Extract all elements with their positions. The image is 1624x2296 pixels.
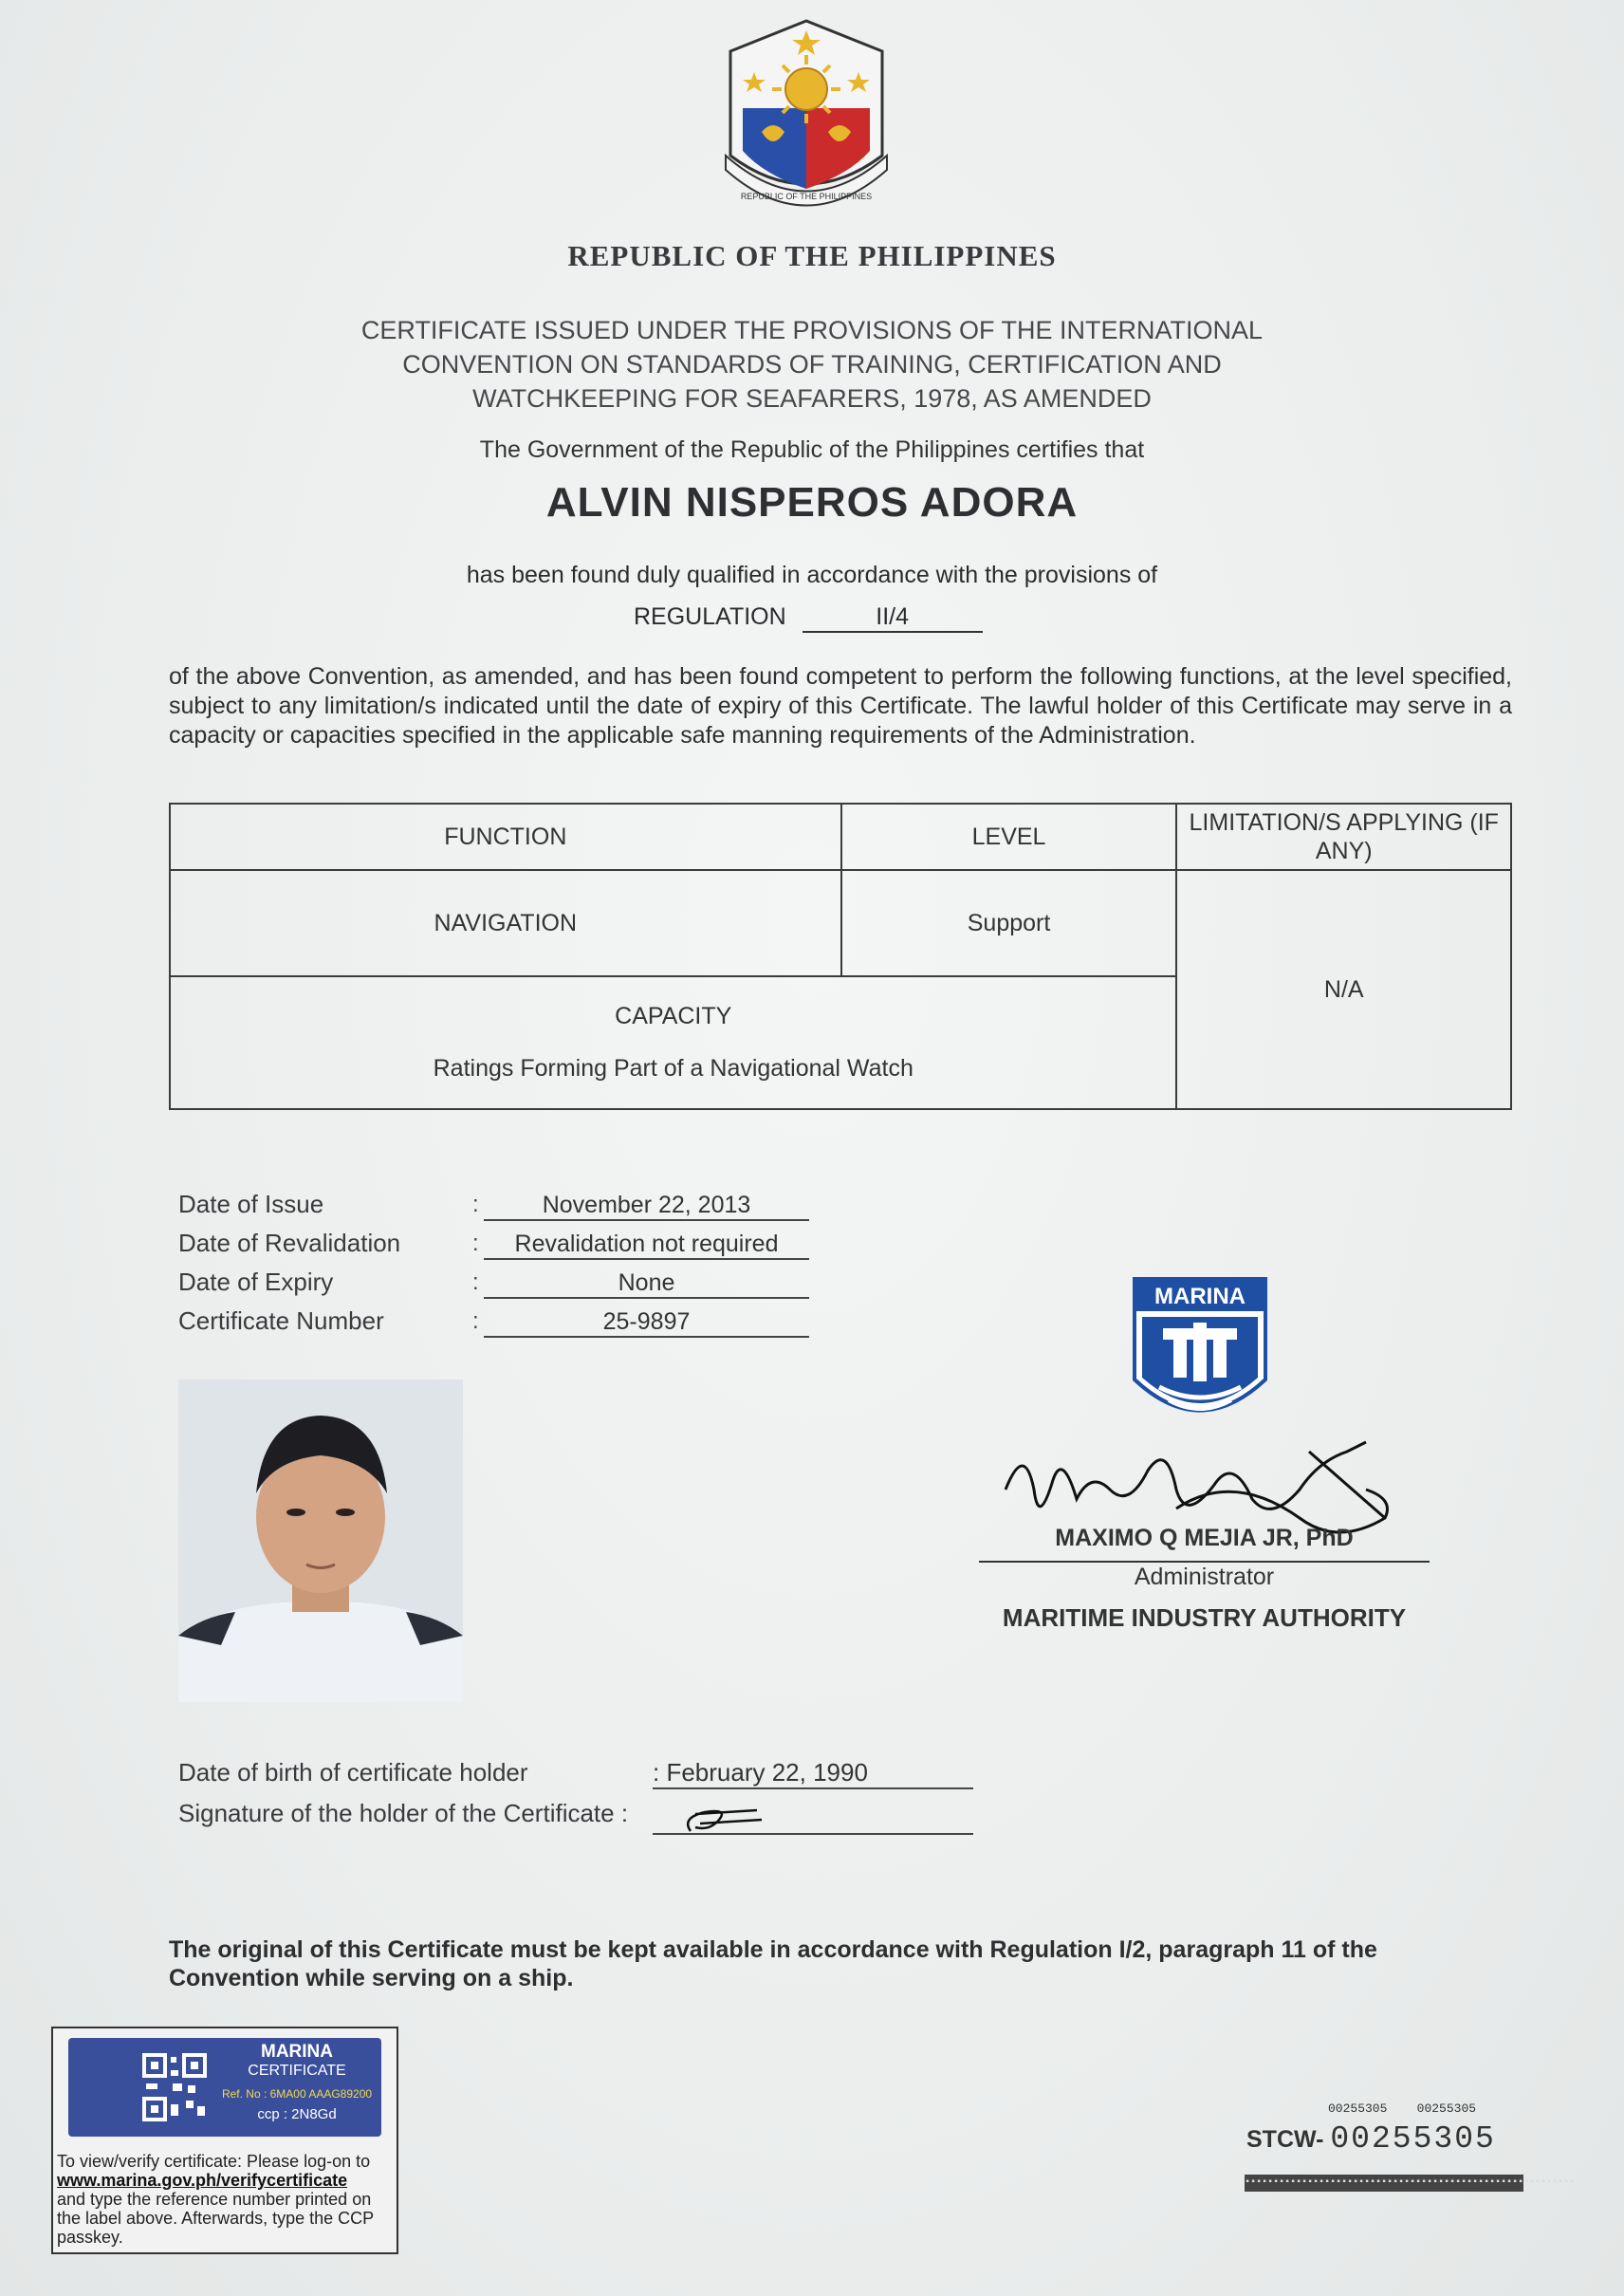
limitations-header: LIMITATION/S APPLYING (IF ANY): [1176, 804, 1511, 870]
date-of-issue-label: Date of Issue: [178, 1190, 324, 1218]
marina-logo-icon: [1131, 1275, 1269, 1436]
holder-signature-field: [653, 1799, 973, 1835]
colon: :: [472, 1269, 479, 1295]
serial-small-2: 00255305: [1416, 2102, 1477, 2116]
sticker-ccp: ccp : 2N8Gd: [257, 2106, 337, 2122]
date-of-revalidation-label: Date of Revalidation: [178, 1229, 401, 1257]
function-value: NAVIGATION: [170, 870, 841, 976]
competence-paragraph: of the above Convention, as amended, and has been found competent to perform the following functions, at the level specified, subject to any limitation/s indicated until the date of expiry of this Certificate. The lawful holder of this Certificate may serve in a capacity or capacities specified in the applicable safe manning requirements of the Administration.: [169, 663, 1512, 749]
convention-line-1: CERTIFICATE ISSUED UNDER THE PROVISIONS OF THE INTERNATIONAL: [360, 316, 1264, 344]
level-header: LEVEL: [841, 804, 1177, 870]
verification-label: [51, 2027, 398, 2254]
sticker-subtitle: CERTIFICATE: [248, 2063, 346, 2079]
holder-photo: [178, 1379, 463, 1702]
date-of-expiry-label: Date of Expiry: [178, 1268, 334, 1296]
stcw-serial: [1246, 2121, 1496, 2157]
regulation-value: II/4: [803, 603, 983, 633]
qualified-text: has been found duly qualified in accordance with the provisions of: [466, 562, 1158, 588]
sticker-ref: Ref. No : 6MA00 AAAG89200: [221, 2087, 373, 2101]
instructions-line-1: To view/verify certificate: Please log-on to: [57, 2152, 371, 2171]
certificate-number-value: 25-9897: [484, 1308, 809, 1338]
capacity-cell: [170, 976, 1176, 1109]
colon: :: [472, 1231, 479, 1256]
holder-name: ALVIN NISPEROS ADORA: [545, 479, 1079, 526]
signature-line: [979, 1561, 1430, 1563]
functions-table: [169, 803, 1512, 1110]
stcw-prefix: STCW-: [1246, 2126, 1324, 2153]
holder-signature-label: Signature of the holder of the Certificate :: [178, 1799, 629, 1827]
verify-url-link[interactable]: www.marina.gov.ph/verifycertificate: [57, 2171, 348, 2190]
colon: :: [472, 1192, 479, 1217]
date-of-expiry-value: None: [484, 1269, 809, 1299]
instructions-line-2: and type the reference number printed on the label above. Afterwards, type the CCP passkey.: [57, 2190, 374, 2247]
keep-original-note: The original of this Certificate must be kept available in accordance with Regulation I/2, paragraph 11 of the Convention while serving on a ship.: [169, 1936, 1377, 1991]
serial-small: [1328, 2102, 1476, 2116]
marina-logo-text: MARINA: [1154, 1284, 1246, 1309]
convention-statement: [0, 313, 1624, 416]
certificate-sticker: [68, 2038, 381, 2137]
sticker-brand: MARINA: [261, 2042, 333, 2062]
administrator-name: MAXIMO Q MEJIA JR, PhD: [1055, 1525, 1354, 1551]
stcw-number: 00255305: [1330, 2121, 1496, 2157]
certificate-number-label: Certificate Number: [178, 1306, 384, 1335]
capacity-value: Ratings Forming Part of a Navigational Watch: [433, 1055, 914, 1082]
authority-name: MARITIME INDUSTRY AUTHORITY: [1002, 1603, 1407, 1632]
government-certifies-text: The Government of the Republic of the Philippines certifies that: [479, 436, 1145, 463]
verification-instructions: [57, 2152, 393, 2247]
convention-line-2: CONVENTION ON STANDARDS OF TRAINING, CERTIFICATION AND: [402, 350, 1222, 379]
date-of-revalidation-value: Revalidation not required: [484, 1231, 809, 1260]
limitations-value: N/A: [1176, 870, 1511, 1109]
country-title: REPUBLIC OF THE PHILIPPINES: [567, 239, 1057, 272]
philippine-seal-icon: [716, 13, 896, 227]
serial-small-1: 00255305: [1328, 2102, 1388, 2116]
colon: :: [472, 1308, 479, 1334]
dob-label: Date of birth of certificate holder: [178, 1758, 528, 1787]
convention-line-3: WATCHKEEPING FOR SEAFARERS, 1978, AS AMENDED: [472, 384, 1152, 413]
dob-value: : February 22, 1990: [653, 1758, 973, 1789]
microprint-strip: ▪▪▪▪▪▪▪▪▪▪▪▪▪▪▪▪▪▪▪▪▪▪▪▪▪▪▪▪▪▪▪▪▪▪▪▪▪▪▪▪▪▪▪▪▪▪▪▪▪▪▪▪▪▪▪▪▪▪: [1245, 2175, 1523, 2192]
regulation-line: [634, 603, 983, 633]
seal-banner-text: REPUBLIC OF THE PHILIPPINES: [740, 192, 873, 201]
regulation-label: REGULATION: [634, 603, 786, 630]
administrator-title: Administrator: [1134, 1564, 1275, 1590]
qr-code-icon: [140, 2051, 209, 2123]
capacity-label: CAPACITY: [615, 1003, 732, 1029]
holder-signature: [653, 1799, 766, 1837]
date-of-issue-value: November 22, 2013: [484, 1192, 809, 1221]
level-value: Support: [841, 870, 1177, 976]
function-header: FUNCTION: [170, 804, 841, 870]
